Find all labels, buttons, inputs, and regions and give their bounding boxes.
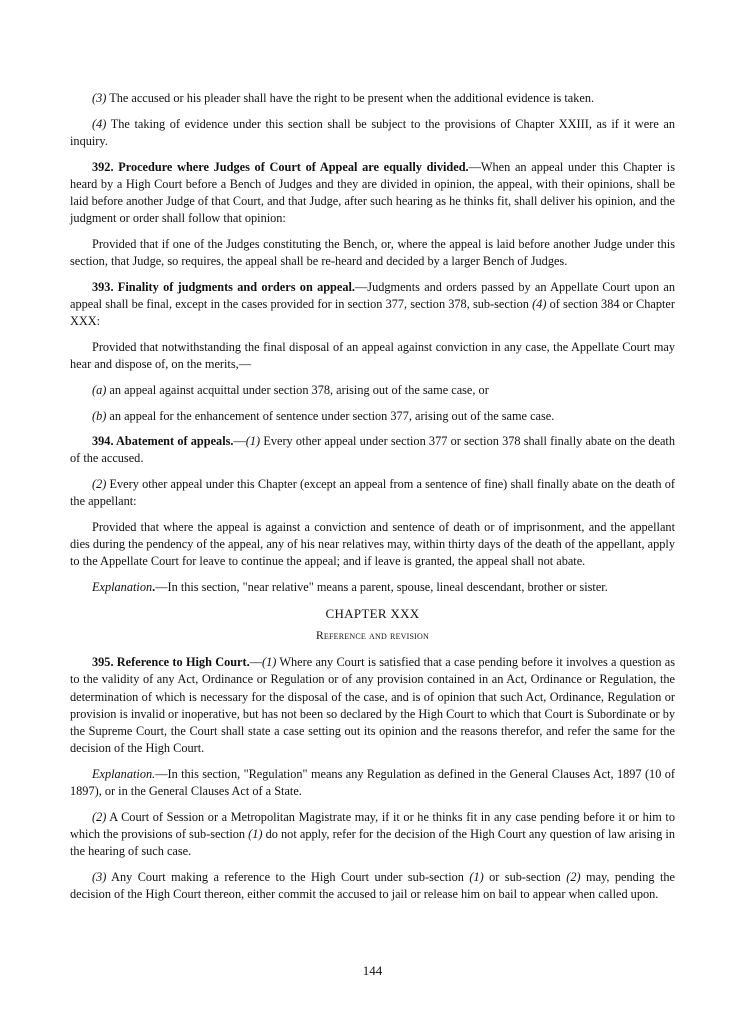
section-392: 392. Procedure where Judges of Court of Appeal are equally divided.—When an appeal under this Chapter is heard by a High Court before a Bench of Judges and they are divided in opinion, the appeal, with their opinions, shall be laid before another Judge of that Court, and that Judge, after such hearing as he thinks fit, shall deliver his opinion, and the judgment or order shall follow that opinion: xyxy=(70,159,675,226)
section-395-subsection-2: (2) A Court of Session or a Metropolitan Magistrate may, if it or he thinks fit in any case pending before it or him to which the provisions of sub-section (1) do not apply, refer for the decision of the High Court any question of law arising in the hearing of such case. xyxy=(70,809,675,859)
section-392-proviso: Provided that if one of the Judges constituting the Bench, or, where the appeal is laid before another Judge under this section, that Judge, so requires, the appeal shall be re-heard and decided by a larger Bench of Judges. xyxy=(70,236,675,269)
document-page xyxy=(70,90,675,912)
section-394-explanation: Explanation.—In this section, "near relative" means a parent, spouse, lineal descendant, brother or sister. xyxy=(92,580,608,595)
paragraph-subsection-4: (4) The taking of evidence under this section shall be subject to the provisions of Chapter XXIII, as if it were an inquiry. xyxy=(70,116,675,148)
clause-a: (a) an appeal against acquittal under section 378, arising out of the same case, or xyxy=(92,382,489,397)
section-heading: 394. Abatement of appeals. xyxy=(92,434,234,449)
section-393-proviso: Provided that notwithstanding the final disposal of an appeal against conviction in any case, the Appellate Court may hear and dispose of, on the merits,— xyxy=(70,339,675,372)
section-393: 393. Finality of judgments and orders on appeal.—Judgments and orders passed by an Appellate Court upon an appeal shall be final, except in the cases provided for in section 377, section 378, sub-section (4) of section 384 or Chapter XXX: xyxy=(70,279,675,329)
section-395-explanation: Explanation.—In this section, "Regulation" means any Regulation as defined in the General Clauses Act, 1897 (10 of 1897), or in the General Clauses Act of a State. xyxy=(70,767,675,799)
section-395-subsection-3: (3) Any Court making a reference to the High Court under sub-section (1) or sub-section (2) may, pending the decision of the High Court thereon, either commit the accused to jail or release him on bail to appear when called upon. xyxy=(70,870,675,902)
chapter-title: CHAPTER XXX xyxy=(325,605,420,621)
section-394-subsection-2: (2) Every other appeal under this Chapter (except an appeal from a sentence of fine) shall finally abate on the death of the appellant: xyxy=(70,477,675,509)
paragraph-subsection-3: (3) The accused or his pleader shall have the right to be present when the additional evidence is taken. xyxy=(92,91,595,105)
section-heading: 393. Finality of judgments and orders on appeal. xyxy=(92,279,355,294)
section-394: 394. Abatement of appeals.—(1) Every other appeal under section 377 or section 378 shall finally abate on the death of the accused. xyxy=(70,434,675,466)
section-395: 395. Reference to High Court.—(1) Where any Court is satisfied that a case pending before it involves a question as to the validity of any Act, Ordinance or Regulation or of any provision contained in an Act, Ordinance or Regulation, the determination of which is necessary for the disposal of the case, and is of opinion that such Act, Ordinance, Regulation or provision is invalid or inoperative, but has not been so declared by the High Court to which that Court is Subordinate or by the Supreme Court, the Court shall state a case setting out its opinion and the reasons therefor, and refer the same for the decision of the High Court. xyxy=(70,655,675,756)
section-heading: 395. Reference to High Court. xyxy=(92,655,250,670)
chapter-subtitle: Reference and revision xyxy=(316,630,429,643)
section-heading: 392. Procedure where Judges of Court of Appeal are equally divided. xyxy=(92,159,469,174)
page-number: 144 xyxy=(362,963,383,978)
section-394-proviso: Provided that where the appeal is against a conviction and sentence of death or of imprisonment, and the appellant dies during the pendency of the appeal, any of his near relatives may, within thirty days of the death of the appellant, apply to the Appellate Court for leave to continue the appeal; and if leave is granted, the appeal shall not abate. xyxy=(70,520,675,569)
clause-b: (b) an appeal for the enhancement of sentence under section 377, arising out of the same case. xyxy=(92,408,555,423)
